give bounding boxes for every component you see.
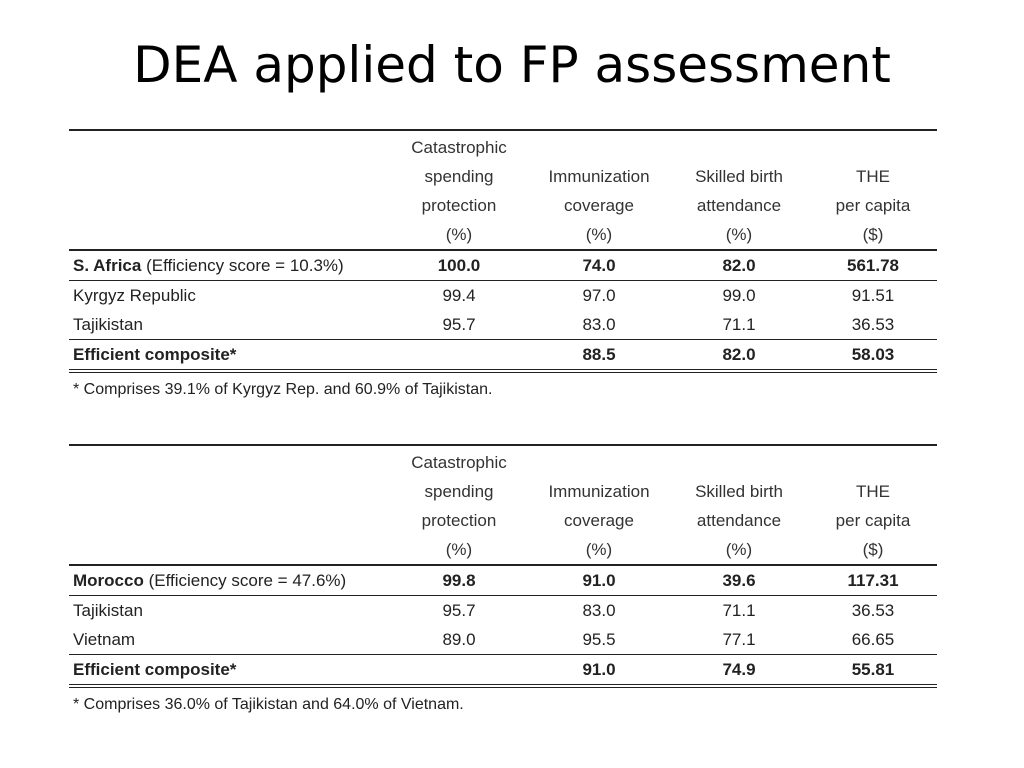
value-cell: 82.0 [669, 250, 809, 281]
peer-row [69, 310, 937, 340]
value-cell: 91.0 [529, 565, 669, 596]
footnote: * Comprises 39.1% of Kyrgyz Rep. and 60.9% of Tajikistan. [73, 380, 493, 398]
peer-name: Tajikistan [73, 315, 143, 334]
composite-label: Efficient composite* [69, 655, 389, 687]
header-blank [69, 130, 389, 250]
value-cell: 95.5 [582, 630, 616, 649]
efficiency-score: (Efficiency score = 10.3%) [141, 256, 344, 275]
header-row [69, 130, 937, 250]
efficient-composite-row [69, 655, 937, 687]
efficiency-table-morocco [69, 444, 937, 719]
value-cell: 55.81 [809, 655, 937, 687]
value-cell: 95.7 [442, 315, 476, 334]
value-cell: 66.65 [851, 630, 895, 649]
value-cell: 97.0 [582, 286, 616, 305]
peer-row [69, 281, 937, 311]
country-name: S. Africa [73, 256, 142, 275]
value-cell: 74.9 [669, 655, 809, 687]
value-cell: 561.78 [809, 250, 937, 281]
value-cell: 88.5 [529, 340, 669, 372]
footnote: * Comprises 36.0% of Tajikistan and 64.0% of Vietnam. [73, 695, 464, 713]
value-cell: 71.1 [722, 315, 756, 334]
value-cell: 99.0 [722, 286, 756, 305]
value-cell: 58.03 [809, 340, 937, 372]
header-the-per-capita: THE per capita ($) [809, 445, 937, 565]
main-country-row [69, 565, 937, 596]
value-cell: 82.0 [669, 340, 809, 372]
composite-label: Efficient composite* [69, 340, 389, 372]
header-blank [69, 445, 389, 565]
value-cell: 117.31 [809, 565, 937, 596]
peer-row [69, 625, 937, 655]
value-cell: 36.53 [851, 315, 895, 334]
value-cell: 100.0 [389, 250, 529, 281]
value-cell: 91.51 [851, 286, 895, 305]
country-cell [69, 565, 389, 596]
value-cell: 83.0 [582, 601, 616, 620]
main-country-row [69, 250, 937, 281]
header-skilled-birth: Skilled birth attendance (%) [669, 445, 809, 565]
slide-title: DEA applied to FP assessment [133, 36, 891, 94]
peer-name: Kyrgyz Republic [73, 286, 196, 305]
value-cell: 71.1 [722, 601, 756, 620]
country-cell [69, 250, 389, 281]
country-name: Morocco [73, 571, 144, 590]
value-cell: 99.8 [389, 565, 529, 596]
value-cell [389, 655, 529, 687]
footnote-row [69, 686, 937, 719]
efficiency-table-south-africa [69, 129, 937, 404]
header-catastrophic-spending: Catastrophic spending protection (%) [389, 445, 529, 565]
peer-name: Tajikistan [73, 601, 143, 620]
header-immunization: Immunization coverage (%) [529, 445, 669, 565]
header-the-per-capita: THE per capita ($) [809, 130, 937, 250]
header-row [69, 445, 937, 565]
value-cell: 89.0 [442, 630, 476, 649]
header-skilled-birth: Skilled birth attendance (%) [669, 130, 809, 250]
peer-name: Vietnam [73, 630, 136, 649]
efficiency-score: (Efficiency score = 47.6%) [143, 571, 347, 590]
footnote-row [69, 371, 937, 404]
value-cell: 36.53 [851, 601, 895, 620]
value-cell: 91.0 [529, 655, 669, 687]
value-cell: 99.4 [442, 286, 476, 305]
header-catastrophic-spending: Catastrophic spending protection (%) [389, 130, 529, 250]
value-cell: 95.7 [442, 601, 476, 620]
value-cell [389, 340, 529, 372]
efficient-composite-row [69, 340, 937, 372]
value-cell: 39.6 [669, 565, 809, 596]
value-cell: 74.0 [529, 250, 669, 281]
peer-row [69, 596, 937, 626]
header-immunization: Immunization coverage (%) [529, 130, 669, 250]
value-cell: 83.0 [582, 315, 616, 334]
value-cell: 77.1 [722, 630, 756, 649]
